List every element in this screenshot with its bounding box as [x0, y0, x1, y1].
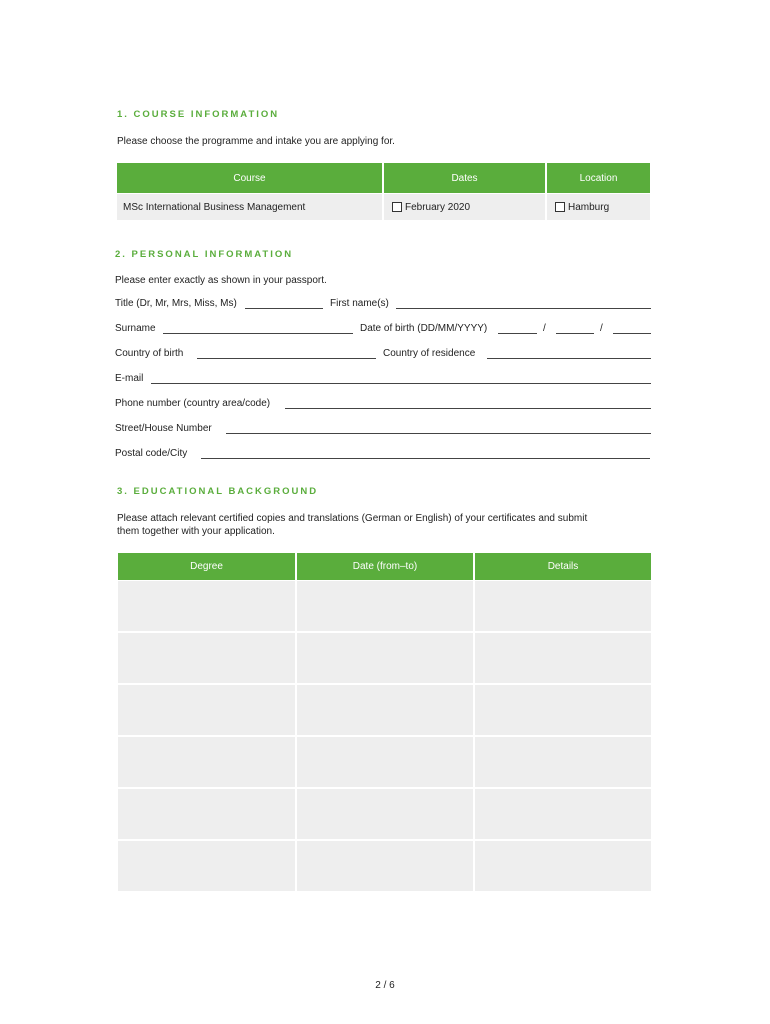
date-option[interactable] — [384, 194, 545, 220]
table-cell[interactable] — [297, 789, 473, 839]
location-header: Location — [547, 163, 650, 193]
location-checkbox[interactable] — [555, 202, 565, 212]
title-label: Title (Dr, Mr, Mrs, Miss, Ms) — [115, 298, 237, 309]
postal-field[interactable] — [201, 458, 650, 459]
table-cell[interactable] — [297, 633, 473, 683]
personal-section-intro: Please enter exactly as shown in your passport. — [115, 275, 327, 286]
details-header: Details — [475, 553, 651, 580]
table-cell[interactable] — [118, 789, 295, 839]
dates-header: Dates — [384, 163, 545, 193]
education-section-title: 3. EDUCATIONAL BACKGROUND — [117, 486, 319, 497]
table-cell[interactable] — [118, 685, 295, 735]
dob-year-field[interactable] — [613, 333, 651, 334]
table-cell[interactable] — [297, 841, 473, 891]
table-cell[interactable] — [297, 581, 473, 631]
table-cell[interactable] — [475, 685, 651, 735]
course-name: MSc International Business Management — [123, 201, 306, 213]
email-field[interactable] — [151, 383, 651, 384]
course-header: Course — [117, 163, 382, 193]
course-name-cell — [117, 194, 382, 220]
personal-section-title: 2. PERSONAL INFORMATION — [115, 249, 294, 260]
date-option-label: February 2020 — [405, 201, 471, 213]
dob-day-field[interactable] — [498, 333, 537, 334]
dob-label: Date of birth (DD/MM/YYYY) — [360, 323, 488, 334]
table-cell[interactable] — [297, 685, 473, 735]
table-cell[interactable] — [118, 581, 295, 631]
dob-separator-2: / — [600, 323, 603, 334]
phone-field[interactable] — [285, 408, 651, 409]
table-cell[interactable] — [475, 737, 651, 787]
surname-field[interactable] — [163, 333, 353, 334]
education-section-intro-1: Please attach relevant certified copies and translations (German or English) of your certificates and submit — [117, 513, 588, 524]
table-cell[interactable] — [297, 737, 473, 787]
degree-header: Degree — [118, 553, 295, 580]
education-section-intro-2: them together with your application. — [117, 526, 275, 537]
table-cell[interactable] — [475, 789, 651, 839]
course-section-title: 1. COURSE INFORMATION — [117, 109, 280, 120]
date-range-header: Date (from–to) — [297, 553, 473, 580]
table-cell[interactable] — [475, 581, 651, 631]
postal-label: Postal code/City — [115, 448, 188, 459]
street-label: Street/House Number — [115, 423, 212, 434]
street-field[interactable] — [226, 433, 651, 434]
surname-label: Surname — [115, 323, 156, 334]
country-residence-field[interactable] — [487, 358, 651, 359]
page-number: 2 / 6 — [375, 980, 395, 991]
dob-separator-1: / — [543, 323, 546, 334]
email-label: E-mail — [115, 373, 144, 384]
table-cell[interactable] — [118, 841, 295, 891]
first-name-label: First name(s) — [330, 298, 389, 309]
table-cell[interactable] — [475, 841, 651, 891]
table-cell[interactable] — [475, 633, 651, 683]
location-option[interactable] — [547, 194, 650, 220]
country-birth-field[interactable] — [197, 358, 376, 359]
dob-month-field[interactable] — [556, 333, 594, 334]
table-cell[interactable] — [118, 737, 295, 787]
course-section-intro: Please choose the programme and intake you are applying for. — [117, 136, 395, 147]
first-name-field[interactable] — [396, 308, 651, 309]
table-cell[interactable] — [118, 633, 295, 683]
country-residence-label: Country of residence — [383, 348, 476, 359]
country-birth-label: Country of birth — [115, 348, 184, 359]
date-checkbox[interactable] — [392, 202, 402, 212]
phone-label: Phone number (country area/code) — [115, 398, 271, 409]
location-option-label: Hamburg — [568, 201, 610, 213]
title-field[interactable] — [245, 308, 323, 309]
